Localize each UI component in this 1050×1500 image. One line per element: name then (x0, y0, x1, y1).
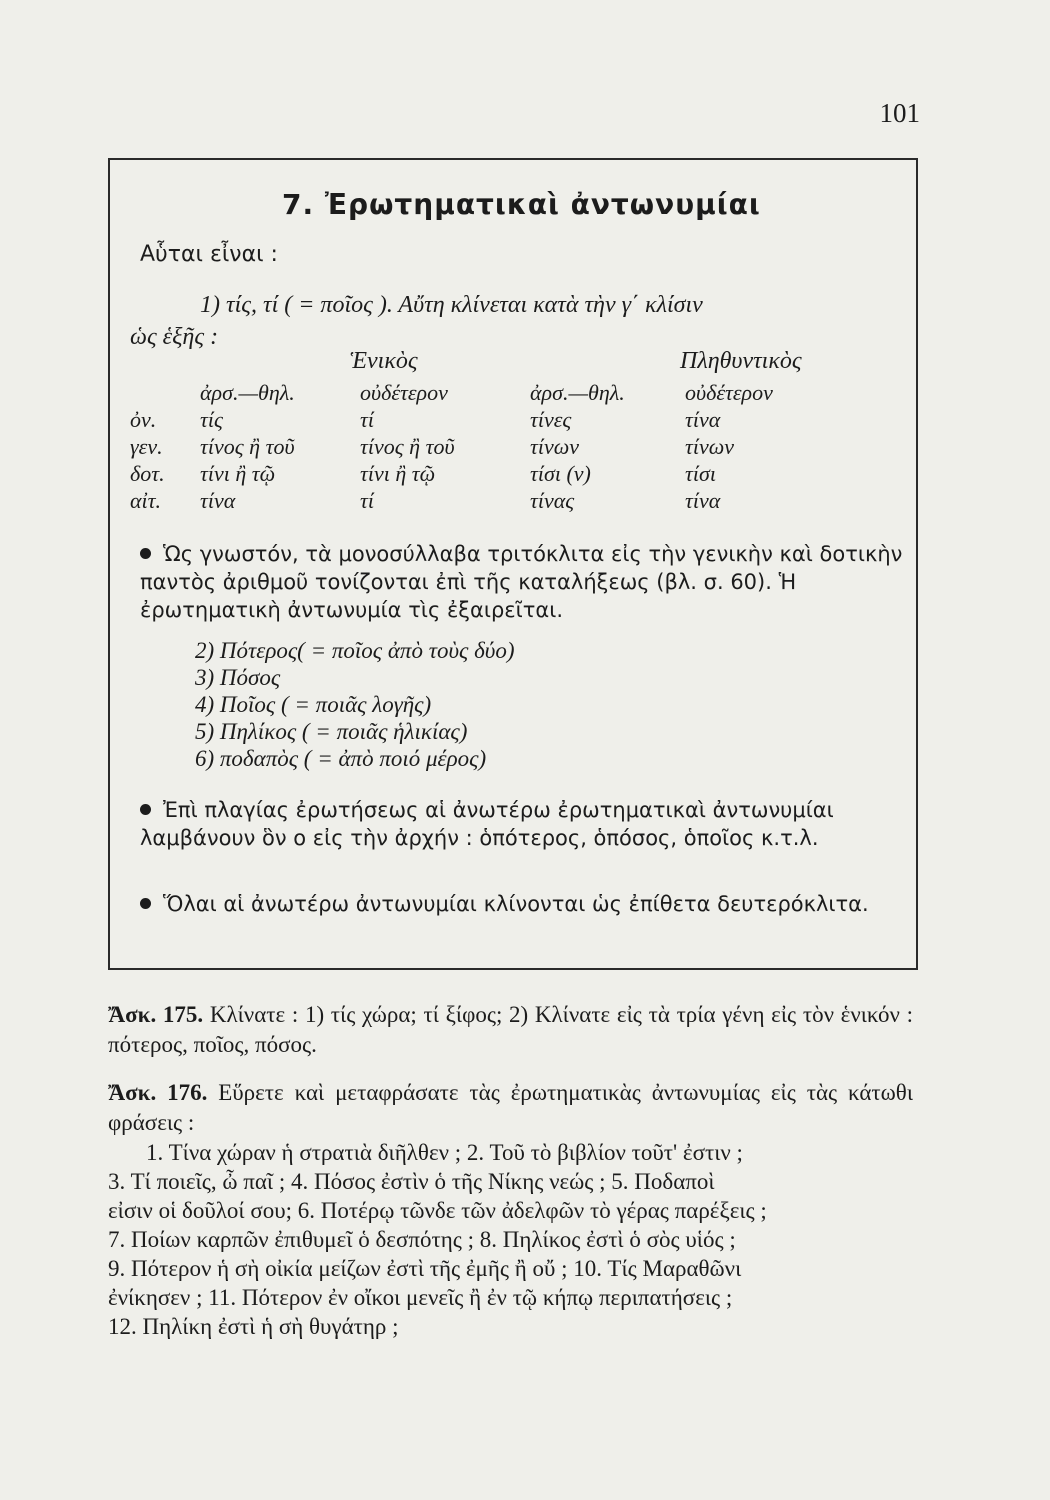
table-cell: αἰτ. (130, 488, 162, 513)
intro-text: Αὗται εἶναι : (140, 242, 278, 267)
note-accent (140, 540, 910, 624)
list-item: 4) Ποῖος ( = ποιᾶς λογῆς) (195, 692, 432, 717)
exercise-176 (108, 1078, 913, 1138)
table-cell: τί (360, 488, 374, 513)
sentence-line: ἐνίκησεν ; 11. Πότερον ἐν οἴκοι μενεῖς ἢ ἐν τῷ κήπῳ περιπατήσεις ; (108, 1285, 733, 1310)
sentence-line: 1. Τίνα χώραν ἡ στρατιὰ διῆλθεν ; 2. Τοῦ τὸ βιβλίον τοῦτ' ἐστιν ; (146, 1140, 743, 1165)
table-cell: τίνι ἢ τῷ (200, 461, 276, 486)
table-cell: τίνας (530, 488, 575, 513)
list-item: 2) Πότερος( = ποῖος ἀπὸ τοὺς δύο) (195, 638, 515, 663)
table-cell: οὐδέτερον (360, 380, 448, 405)
sentence-line: 9. Πότερον ἡ σὴ οἰκία μείζων ἐστὶ τῆς ἐμῆς ἢ οὔ ; 10. Τίς Μαραθῶνι (108, 1256, 742, 1281)
sentence-line: εἰσιν οἱ δοῦλοί σου; 6. Ποτέρῳ τῶνδε τῶν ἀδελφῶν τὸ γέρας παρέξεις ; (108, 1198, 767, 1223)
table-row (130, 461, 795, 488)
declension-table (130, 380, 795, 515)
section-heading: 7. Ἐρωτηματικαὶ ἀντωνυμίαι (282, 188, 761, 221)
bullet-icon (140, 898, 151, 909)
exercise-text: Κλίνατε : 1) τίς χώρα; τί ξίφος; 2) Κλίνατε εἰς τὰ τρία γένη εἰς τὸν ἑνικόν : πότερος, ποῖος, πόσος. (108, 1002, 913, 1057)
note-indirect-question (140, 796, 910, 852)
exercise-sentences (108, 1138, 913, 1341)
pronoun-list (195, 638, 514, 773)
plural-header: Πληθυντικὸς (680, 348, 802, 374)
note-accent-text: Ὡς γνωστόν, τὰ μονοσύλλαβα τριτόκλιτα εἰς τὴν γενικὴν καὶ δοτικὴν παντὸς ἀριθμοῦ τονίζονται ἐπὶ τῆς καταλήξεως (βλ. σ. 60). Ἡ ἐρωτηματικὴ ἀντωνυμία τὶς ἐξαιρεῖται. (140, 542, 903, 622)
table-cell: ἀρσ.—θηλ. (200, 380, 295, 405)
table-cell: τίνες (530, 407, 572, 432)
table-cell: τίσι (ν) (530, 461, 591, 486)
bullet-icon (140, 804, 151, 815)
note-declension (140, 890, 910, 918)
list-item: 6) ποδαπὸς ( = ἀπὸ ποιό μέρος) (195, 746, 487, 771)
table-cell: δοτ. (130, 461, 165, 486)
exercise-label: Ἄσκ. 176. (108, 1080, 208, 1105)
exercise-175 (108, 1000, 913, 1060)
singular-header: Ἑνικὸς (350, 348, 418, 374)
sentence-line: 7. Ποίων καρπῶν ἐπιθυμεῖ ὁ δεσπότης ; 8. Πηλίκος ἐστὶ ὁ σὸς υἱός ; (108, 1227, 736, 1252)
table-cell: ὀν. (130, 407, 157, 432)
note-indirect-text: Ἐπὶ πλαγίας ἐρωτήσεως αἱ ἀνωτέρω ἐρωτηματικαὶ ἀντωνυμίαι λαμβάνουν ὃν ο εἰς τὴν ἀρχήν : ὁπότερος, ὁπόσος, ὁποῖος κ.τ.λ. (140, 798, 834, 850)
note-declension-text: Ὅλαι αἱ ἀνωτέρω ἀντωνυμίαι κλίνονται ὡς ἐπίθετα δευτερόκλιτα. (163, 892, 869, 916)
table-cell: τί (360, 407, 374, 432)
table-cell: τίσι (685, 461, 716, 486)
list-item: 5) Πηλίκος ( = ποιᾶς ἡλικίας) (195, 719, 468, 744)
exercise-label: Ἄσκ. 175. (108, 1002, 204, 1027)
table-cell: γεν. (130, 434, 163, 459)
table-cell: τίνα (200, 488, 236, 513)
list-item: 3) Πόσος (195, 665, 281, 690)
table-cell: τίς (200, 407, 223, 432)
table-row (130, 488, 795, 515)
table-cell: τίνων (685, 434, 735, 459)
bullet-icon (140, 548, 151, 559)
table-cell: οὐδέτερον (685, 380, 773, 405)
pronoun-1-label: 1) τίς, τί ( = ποῖος ). Αὔτη κλίνεται κατὰ τὴν γ΄ κλίσιν (200, 292, 703, 318)
exercise-text: Εὕρετε καὶ μεταφράσατε τὰς ἐρωτηματικὰς ἀντωνυμίας εἰς τὰς κάτωθι φράσεις : (108, 1080, 914, 1135)
table-cell: τίνος ἢ τοῦ (200, 434, 295, 459)
page-number: 101 (879, 98, 920, 128)
table-cell: τίνα (685, 407, 721, 432)
table-cell: τίνος ἢ τοῦ (360, 434, 455, 459)
sentence-line: 12. Πηλίκη ἐστὶ ἡ σὴ θυγάτηρ ; (108, 1314, 399, 1339)
table-cell: τίνι ἢ τῷ (360, 461, 436, 486)
table-cell: ἀρσ.—θηλ. (530, 380, 625, 405)
grammar-box (108, 158, 918, 970)
table-cell: τίνα (685, 488, 721, 513)
table-cell (130, 380, 200, 407)
table-header-row (130, 380, 795, 407)
table-row (130, 407, 795, 434)
pronoun-1-cont: ὡς ἑξῆς : (130, 324, 219, 350)
sentence-line: 3. Τί ποιεῖς, ὦ παῖ ; 4. Πόσος ἐστὶν ὁ τῆς Νίκης νεώς ; 5. Ποδαποὶ (108, 1169, 715, 1194)
table-row (130, 434, 795, 461)
table-cell: τίνων (530, 434, 580, 459)
